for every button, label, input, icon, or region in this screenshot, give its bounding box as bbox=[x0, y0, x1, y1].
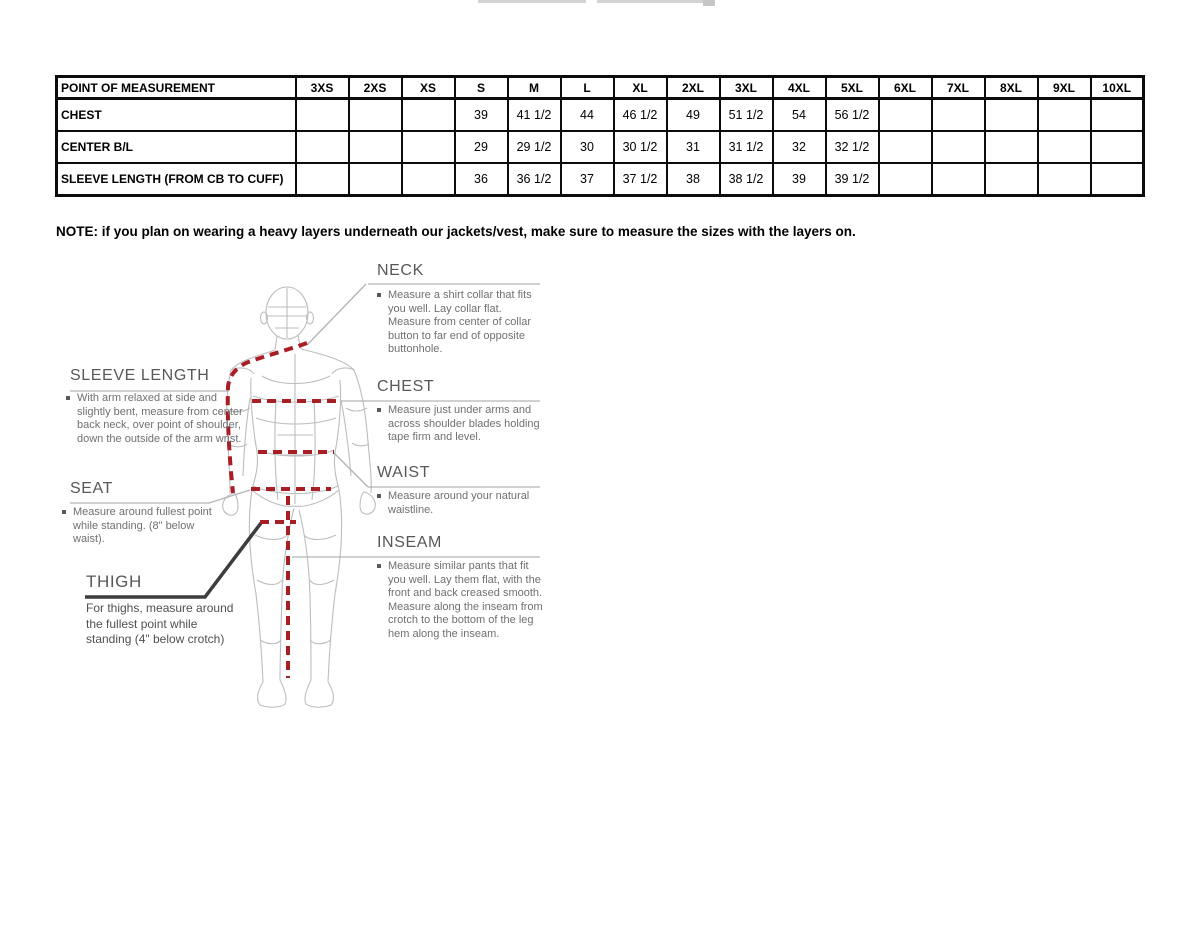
table-cell: 29 1/2 bbox=[508, 131, 561, 163]
table-cell bbox=[349, 163, 402, 196]
table-cell bbox=[296, 163, 349, 196]
column-header: 3XS bbox=[296, 77, 349, 99]
table-cell bbox=[985, 131, 1038, 163]
inseam-description-text: Measure similar pants that fit you well. Lay them flat, with the front and back creased smooth. Measure along the inseam from crotch to the bottom of the leg hem along the inseam. bbox=[388, 560, 543, 640]
cropped-title-remnant bbox=[597, 0, 709, 3]
seat-description-text: Measure around fullest point while standing. (8" below waist). bbox=[73, 506, 212, 546]
sleeve-length-description-text: With arm relaxed at side and slightly bent, measure from center back neck, over point of shoulder, down the outside of the arm wrist. bbox=[77, 392, 243, 445]
waist-section-title: WAIST bbox=[377, 464, 431, 481]
column-header: 4XL bbox=[773, 77, 826, 99]
column-header: 8XL bbox=[985, 77, 1038, 99]
bullet-icon bbox=[377, 408, 381, 412]
table-row-chest bbox=[57, 99, 1144, 132]
table-cell bbox=[296, 99, 349, 132]
column-header: 9XL bbox=[1038, 77, 1091, 99]
table-cell: 31 bbox=[667, 131, 720, 163]
column-header: 2XL bbox=[667, 77, 720, 99]
thigh-section-title: THIGH bbox=[86, 572, 142, 591]
table-cell: 39 bbox=[455, 99, 508, 132]
bullet-icon bbox=[62, 510, 66, 514]
chest-description-text: Measure just under arms and across shoulder blades holding tape firm and level. bbox=[388, 404, 540, 444]
bullet-icon bbox=[66, 396, 70, 400]
waist-leader bbox=[334, 453, 368, 487]
column-header: XS bbox=[402, 77, 455, 99]
table-cell bbox=[879, 131, 932, 163]
chest-section-title: CHEST bbox=[377, 378, 435, 395]
size-chart-table bbox=[55, 75, 1145, 197]
table-cell: 36 1/2 bbox=[508, 163, 561, 196]
table-cell bbox=[1091, 163, 1144, 196]
column-header: XL bbox=[614, 77, 667, 99]
table-cell: 36 bbox=[455, 163, 508, 196]
table-cell bbox=[402, 131, 455, 163]
table-row-sleeve-length bbox=[57, 163, 1144, 196]
table-cell: 30 bbox=[561, 131, 614, 163]
neck-description-text: Measure a shirt collar that fits you well. Lay collar flat. Measure from center of collar button to far end of opposite buttonhole. bbox=[388, 289, 532, 356]
inseam-section-title: INSEAM bbox=[377, 534, 442, 551]
table-cell: 54 bbox=[773, 99, 826, 132]
column-header: 3XL bbox=[720, 77, 773, 99]
layers-note: NOTE: if you plan on wearing a heavy layers underneath our jackets/vest, make sure to measure the sizes with the layers on. bbox=[56, 224, 856, 239]
column-header: POINT OF MEASUREMENT bbox=[57, 77, 296, 99]
table-cell bbox=[402, 99, 455, 132]
table-cell: 56 1/2 bbox=[826, 99, 879, 132]
table-cell bbox=[879, 99, 932, 132]
row-label: CHEST bbox=[57, 99, 296, 132]
wireframe-figure bbox=[223, 287, 376, 707]
table-cell: 37 bbox=[561, 163, 614, 196]
table-cell: 37 1/2 bbox=[614, 163, 667, 196]
table-cell: 39 1/2 bbox=[826, 163, 879, 196]
seat-description bbox=[62, 506, 228, 547]
sleeve-length-description bbox=[66, 392, 247, 446]
column-header: L bbox=[561, 77, 614, 99]
table-cell: 38 bbox=[667, 163, 720, 196]
thigh-description bbox=[86, 601, 241, 648]
cropped-title-remnant bbox=[703, 0, 715, 6]
column-header: 2XS bbox=[349, 77, 402, 99]
table-cell bbox=[1038, 131, 1091, 163]
inseam-description bbox=[377, 560, 548, 642]
bullet-icon bbox=[377, 564, 381, 568]
table-cell bbox=[296, 131, 349, 163]
table-cell bbox=[1091, 99, 1144, 132]
table-cell bbox=[1038, 99, 1091, 132]
table-cell: 49 bbox=[667, 99, 720, 132]
table-cell: 46 1/2 bbox=[614, 99, 667, 132]
thigh-description-text: For thighs, measure around the fullest point while standing (4" below crotch) bbox=[86, 601, 234, 646]
table-cell bbox=[349, 99, 402, 132]
waist-description bbox=[377, 490, 538, 517]
table-cell: 32 1/2 bbox=[826, 131, 879, 163]
table-cell bbox=[985, 99, 1038, 132]
waist-description-text: Measure around your natural waistline. bbox=[388, 490, 530, 516]
table-cell: 51 1/2 bbox=[720, 99, 773, 132]
cropped-title-remnant bbox=[478, 0, 586, 3]
table-cell bbox=[402, 163, 455, 196]
column-header: 6XL bbox=[879, 77, 932, 99]
neck-leader bbox=[307, 284, 366, 345]
table-row-center-bl bbox=[57, 131, 1144, 163]
chest-description bbox=[377, 404, 548, 445]
neck-section-title: NECK bbox=[377, 262, 424, 279]
table-header-row bbox=[57, 77, 1144, 99]
table-cell: 30 1/2 bbox=[614, 131, 667, 163]
table-cell bbox=[879, 163, 932, 196]
table-cell bbox=[1091, 131, 1144, 163]
table-cell: 44 bbox=[561, 99, 614, 132]
column-header: M bbox=[508, 77, 561, 99]
table-cell bbox=[349, 131, 402, 163]
row-label: SLEEVE LENGTH (FROM CB TO CUFF) bbox=[57, 163, 296, 196]
bullet-icon bbox=[377, 293, 381, 297]
table-cell bbox=[1038, 163, 1091, 196]
row-label: CENTER B/L bbox=[57, 131, 296, 163]
table-cell: 41 1/2 bbox=[508, 99, 561, 132]
sleeve-length-section-title: SLEEVE LENGTH bbox=[70, 367, 210, 384]
column-header: 7XL bbox=[932, 77, 985, 99]
table-cell bbox=[932, 131, 985, 163]
table-cell: 38 1/2 bbox=[720, 163, 773, 196]
table-cell bbox=[932, 99, 985, 132]
table-cell: 32 bbox=[773, 131, 826, 163]
table-cell: 29 bbox=[455, 131, 508, 163]
table-cell bbox=[932, 163, 985, 196]
neck-description bbox=[377, 289, 540, 357]
column-header: 5XL bbox=[826, 77, 879, 99]
table-cell: 39 bbox=[773, 163, 826, 196]
table-cell bbox=[985, 163, 1038, 196]
bullet-icon bbox=[377, 494, 381, 498]
seat-section-title: SEAT bbox=[70, 480, 114, 497]
column-header: S bbox=[455, 77, 508, 99]
column-header: 10XL bbox=[1091, 77, 1144, 99]
table-cell: 31 1/2 bbox=[720, 131, 773, 163]
